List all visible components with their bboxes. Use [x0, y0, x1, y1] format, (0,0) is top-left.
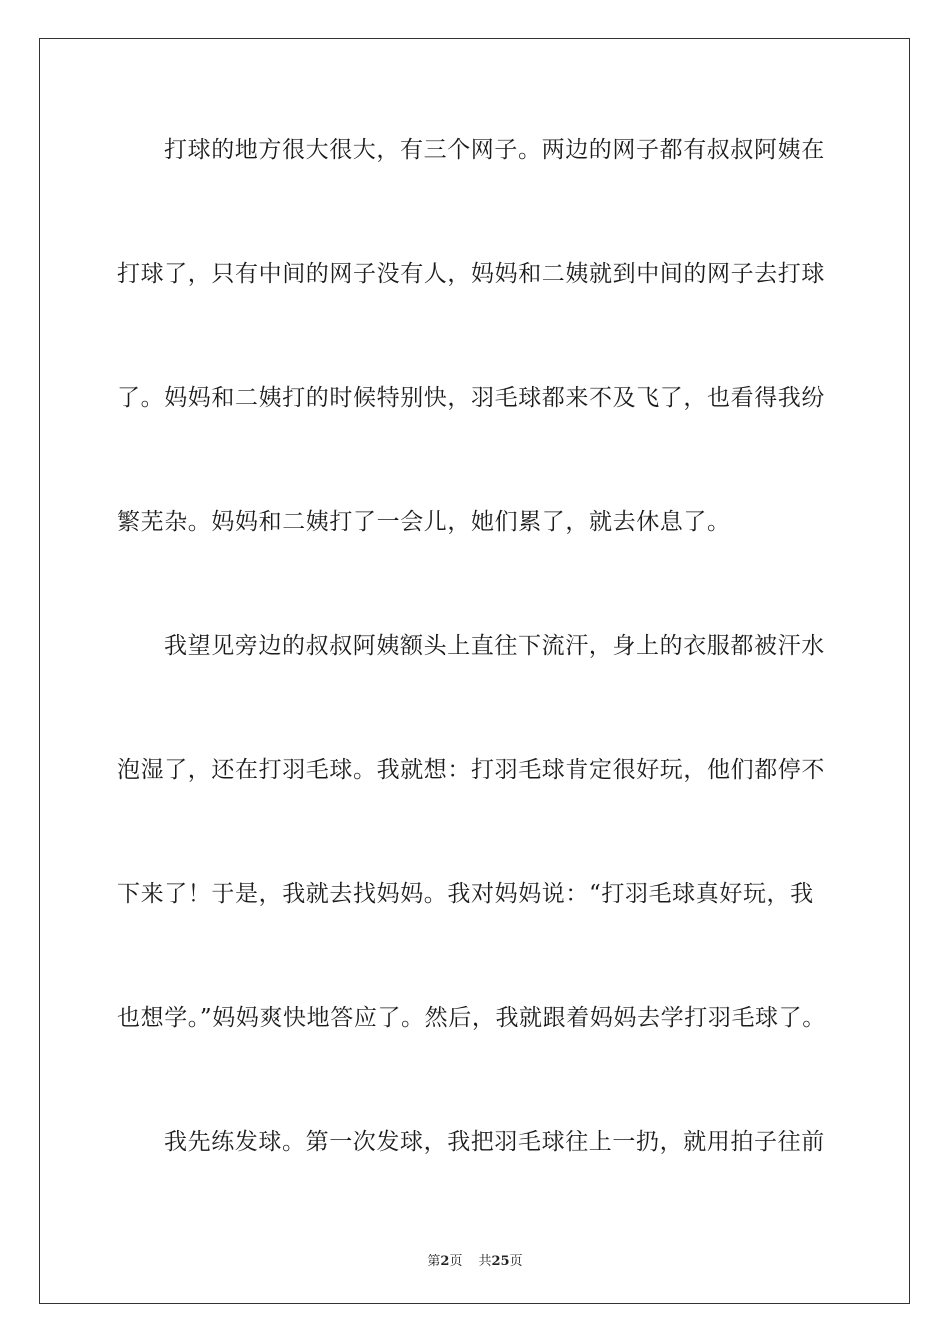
text-line-3: 了。妈妈和二姨打的时候特别快，羽毛球都来不及飞了，也看得我纷 — [117, 385, 825, 411]
total-suffix: 页 — [509, 1254, 523, 1269]
page-prefix: 第 — [427, 1254, 441, 1269]
text-line-4: 繁芜杂。妈妈和二姨打了一会儿，她们累了，就去休息了。 — [117, 509, 731, 535]
text-line-7: 下来了！于是，我就去找妈妈。我对妈妈说：“打羽毛球真好玩，我 — [117, 881, 814, 907]
text-line-1: 打球的地方很大很大，有三个网子。两边的网子都有叔叔阿姨在 — [164, 137, 825, 163]
text-line-8: 也想学。”妈妈爽快地答应了。然后，我就跟着妈妈去学打羽毛球了。 — [117, 1005, 826, 1031]
text-line-9: 我先练发球。第一次发球，我把羽毛球往上一扔，就用拍子往前 — [164, 1129, 825, 1155]
page-number: 2 — [440, 1254, 450, 1269]
total-prefix: 共 — [478, 1254, 492, 1269]
page-footer — [0, 1250, 950, 1269]
page-suffix: 页 — [449, 1254, 463, 1269]
text-line-6: 泡湿了，还在打羽毛球。我就想：打羽毛球肯定很好玩，他们都停不 — [117, 757, 825, 783]
text-line-5: 我望见旁边的叔叔阿姨额头上直往下流汗，身上的衣服都被汗水 — [164, 633, 825, 659]
page-border — [39, 38, 910, 1304]
text-line-2: 打球了，只有中间的网子没有人，妈妈和二姨就到中间的网子去打球 — [117, 261, 825, 287]
total-pages: 25 — [491, 1254, 510, 1269]
